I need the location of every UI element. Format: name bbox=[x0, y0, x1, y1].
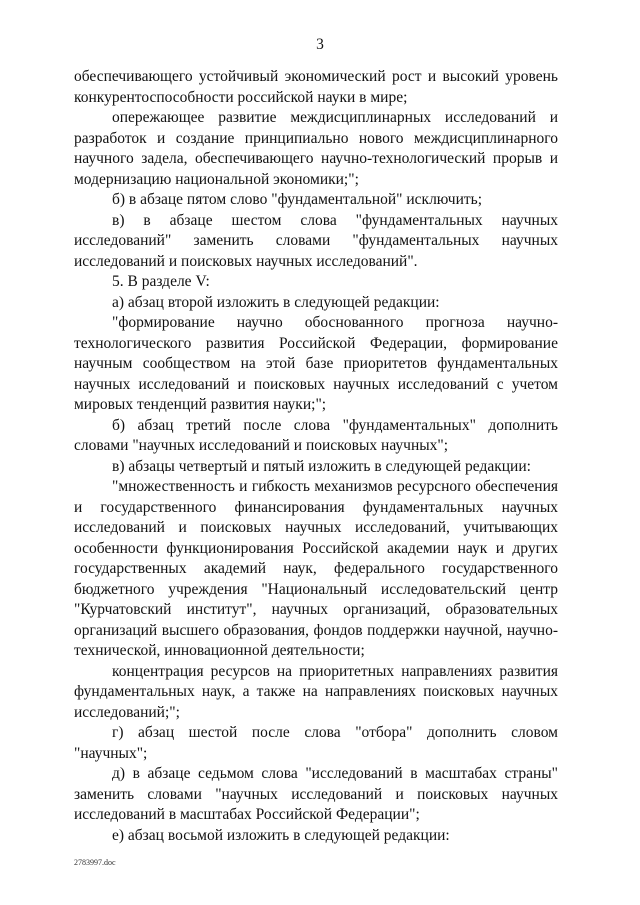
paragraph: в) в абзаце шестом слова "фундаментальных научных исследований" заменить словами "фундаментальных научных исследований и поисковых научных исследований". bbox=[74, 211, 558, 270]
paragraph: б) в абзаце пятом слово "фундаментальной" исключить; bbox=[112, 191, 483, 208]
paragraph: д) в абзаце седьмом слова "исследований в масштабах страны" заменить словами "научных исследований и поисковых научных исследований в масштабах Российской Федерации"; bbox=[74, 765, 558, 823]
paragraph: "формирование научно обоснованного прогноза научно-технологического развития Российской Федерации, формирование научным сообществом на этой базе приоритетов фундаментальных научных исследований и поисковых научных исследований с учетом мировых тенденций развития науки;"; bbox=[74, 314, 558, 413]
paragraph: в) абзацы четвертый и пятый изложить в следующей редакции: bbox=[112, 457, 531, 475]
paragraph: а) абзац второй изложить в следующей редакции: bbox=[112, 293, 440, 311]
paragraph: опережающее развитие междисциплинарных исследований и разработок и создание принципиально нового междисциплинарного научного задела, обеспечивающего научно-технологический прорыв и модернизацию национальной экономики;"; bbox=[74, 109, 558, 188]
page-number: 3 bbox=[316, 36, 324, 53]
paragraph: "множественность и гибкость механизмов ресурсного обеспечения и государственного финансирования фундаментальных научных исследований и поисковых научных исследований, учитывающих особенности функционирования Российской академии наук и других государственных академий наук, федерального государственного бюджетного учреждения "Национальный исследовательский центр "Курчатовский институт", научных организаций, образовательных организаций высшего образования, фондов поддержки научной, научно-технической, инновационной деятельности; bbox=[74, 478, 558, 659]
paragraph: г) абзац шестой после слова "отбора" дополнить словом "научных"; bbox=[74, 724, 558, 762]
document-body bbox=[74, 67, 558, 846]
section-heading: 5. В разделе V: bbox=[112, 273, 210, 290]
paragraph: концентрация ресурсов на приоритетных направлениях развития фундаментальных наук, а также на направлениях поисковых научных исследований;"; bbox=[74, 662, 558, 721]
paragraph: б) абзац третий после слова "фундаментальных" дополнить словами "научных исследований и поисковых научных"; bbox=[74, 416, 558, 454]
paragraph-continuation: обеспечивающего устойчивый экономический рост и высокий уровень конкурентоспособности российской науки в мире; bbox=[74, 68, 558, 106]
paragraph: е) абзац восьмой изложить в следующей редакции: bbox=[112, 826, 450, 844]
document-code: 2783997.doc bbox=[74, 858, 116, 867]
